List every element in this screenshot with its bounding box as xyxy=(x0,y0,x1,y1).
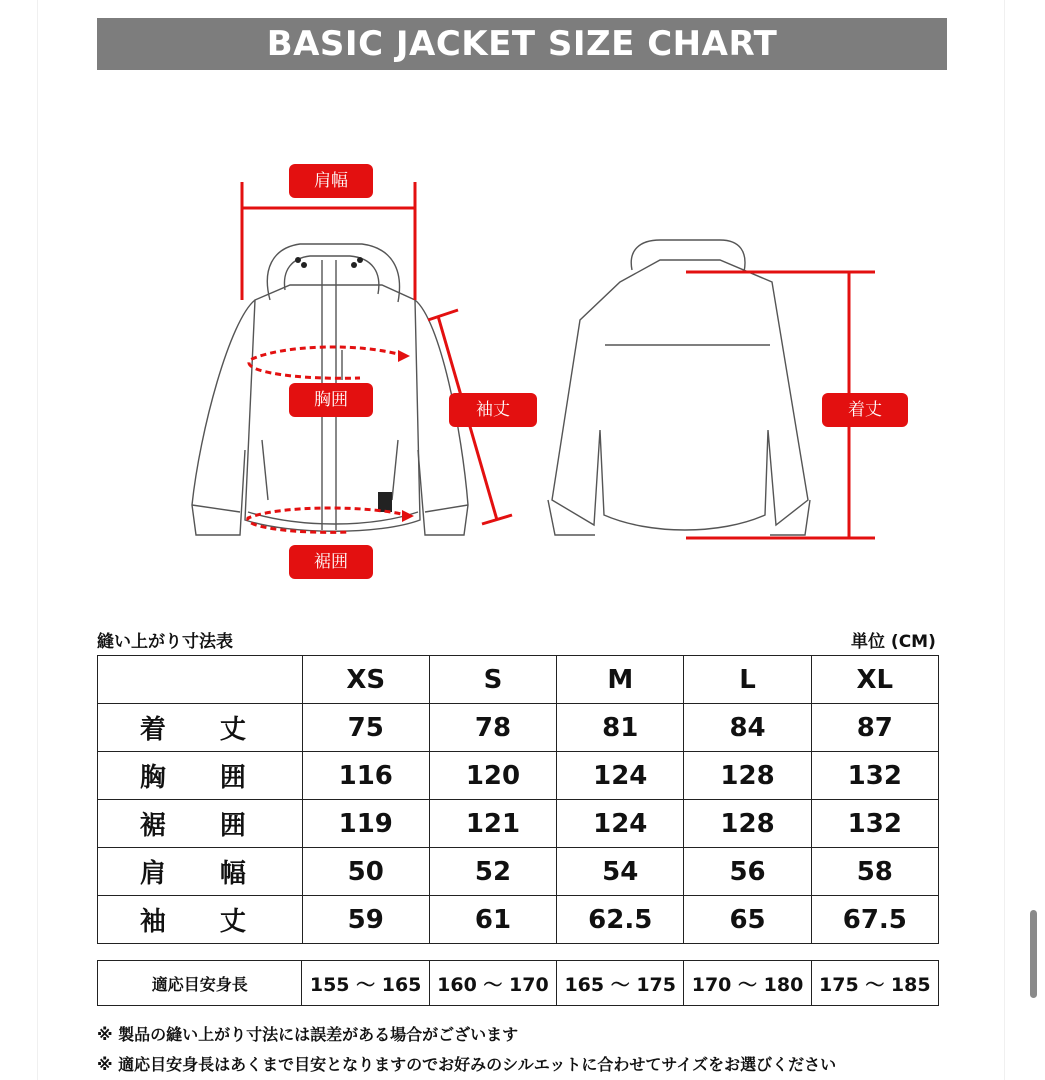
note-height-guide: ※ 適応目安身長はあくまで目安となりますのでお好みのシルエットに合わせてサイズをお選びください xyxy=(97,1055,837,1074)
size-table xyxy=(97,655,939,944)
table-cell: 120 xyxy=(429,752,556,800)
table-cell: 56 xyxy=(684,848,811,896)
note-tolerance: ※ 製品の縫い上がり寸法には誤差がある場合がございます xyxy=(97,1025,519,1044)
height-cell: 155 〜 165 xyxy=(302,961,429,1006)
table-row xyxy=(98,800,939,848)
height-cell: 170 〜 180 xyxy=(684,961,811,1006)
page-title: BASIC JACKET SIZE CHART xyxy=(97,18,947,70)
table-row xyxy=(98,704,939,752)
table-cell: 65 xyxy=(684,896,811,944)
table-row xyxy=(98,848,939,896)
table-cell: 128 xyxy=(684,800,811,848)
table-cell: 50 xyxy=(302,848,429,896)
size-header: L xyxy=(684,656,811,704)
height-cell: 165 〜 175 xyxy=(557,961,684,1006)
table-cell: 81 xyxy=(557,704,684,752)
size-header: M xyxy=(557,656,684,704)
row-label: 着 丈 xyxy=(98,704,303,752)
table-cell: 52 xyxy=(429,848,556,896)
table-cell: 119 xyxy=(302,800,429,848)
corner-cell xyxy=(98,656,303,704)
height-label: 適応目安身長 xyxy=(98,961,302,1006)
height-row xyxy=(98,961,939,1006)
table-cell: 61 xyxy=(429,896,556,944)
height-cell: 175 〜 185 xyxy=(811,961,938,1006)
table-cell: 87 xyxy=(811,704,938,752)
table-cell: 78 xyxy=(429,704,556,752)
table-cell: 128 xyxy=(684,752,811,800)
tag-hem: 裾囲 xyxy=(289,545,373,579)
drawstring-marks xyxy=(295,257,363,268)
table-cell: 121 xyxy=(429,800,556,848)
table-row xyxy=(98,752,939,800)
table-cell: 54 xyxy=(557,848,684,896)
table-cell: 75 xyxy=(302,704,429,752)
size-header: XL xyxy=(811,656,938,704)
tag-sleeve-length: 袖丈 xyxy=(449,393,537,427)
unit-label: 単位 (CM) xyxy=(851,632,936,652)
label-patch xyxy=(378,492,392,512)
tag-shoulder-width: 肩幅 xyxy=(289,164,373,198)
height-table xyxy=(97,960,939,1006)
tag-chest: 胸囲 xyxy=(289,383,373,417)
tag-body-length: 着丈 xyxy=(822,393,908,427)
row-label: 胸 囲 xyxy=(98,752,303,800)
table-cell: 59 xyxy=(302,896,429,944)
table-cell: 62.5 xyxy=(557,896,684,944)
table-cell: 132 xyxy=(811,752,938,800)
size-header: S xyxy=(429,656,556,704)
table-row xyxy=(98,896,939,944)
table-cell: 84 xyxy=(684,704,811,752)
row-label: 袖 丈 xyxy=(98,896,303,944)
table-cell: 58 xyxy=(811,848,938,896)
size-header: XS xyxy=(302,656,429,704)
table-cell: 132 xyxy=(811,800,938,848)
table-cell: 67.5 xyxy=(811,896,938,944)
table-cell: 116 xyxy=(302,752,429,800)
back-jacket-outline xyxy=(548,240,810,535)
table-cell: 124 xyxy=(557,800,684,848)
size-header-row xyxy=(98,656,939,704)
row-label: 裾 囲 xyxy=(98,800,303,848)
row-label: 肩 幅 xyxy=(98,848,303,896)
height-cell: 160 〜 170 xyxy=(429,961,556,1006)
table-cell: 124 xyxy=(557,752,684,800)
measurement-lines xyxy=(242,182,875,538)
table-title: 縫い上がり寸法表 xyxy=(97,632,233,652)
scrollbar-thumb[interactable] xyxy=(1030,910,1037,998)
